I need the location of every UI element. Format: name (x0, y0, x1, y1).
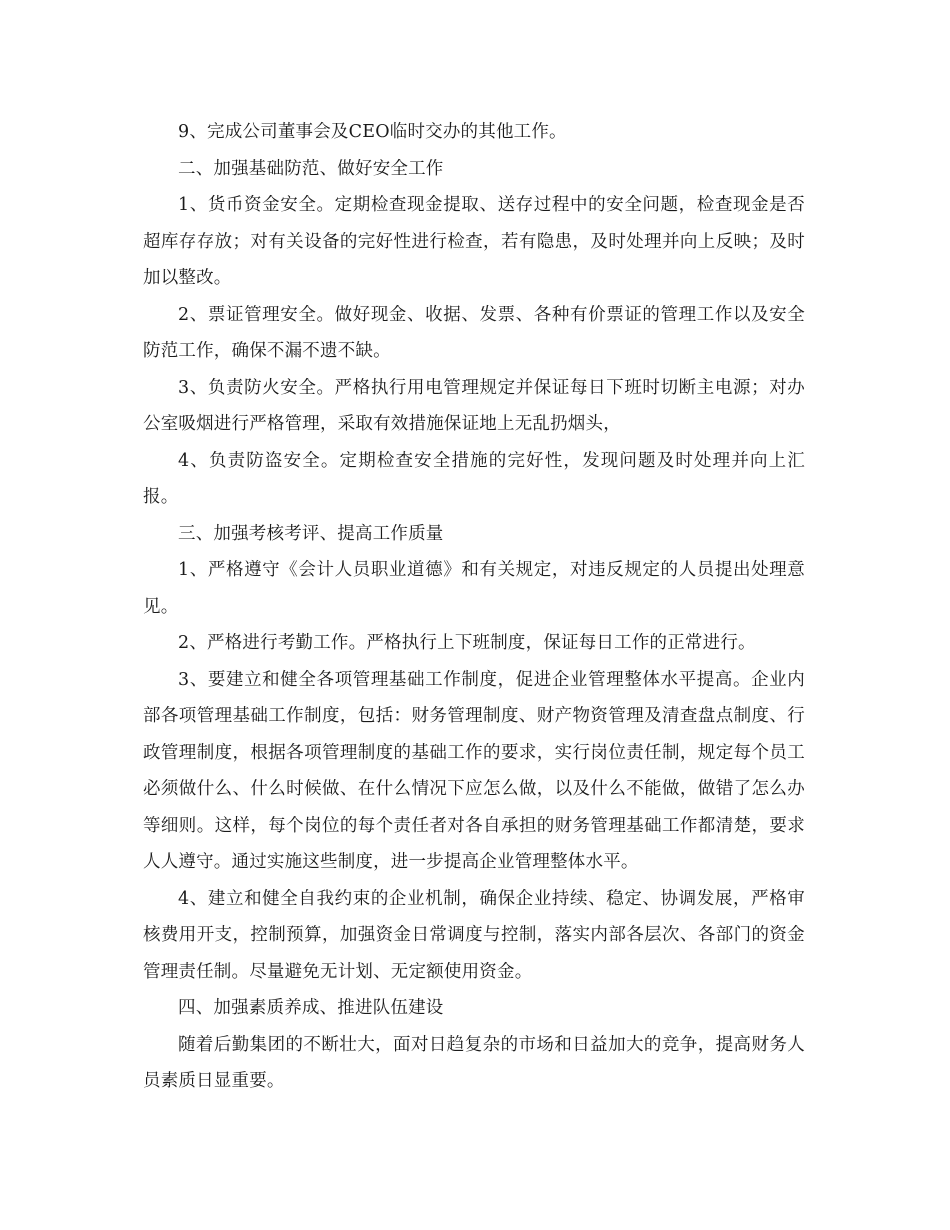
document-body (143, 114, 805, 1100)
section-heading-3: 三、加强考核考评、提高工作质量 (178, 523, 444, 544)
section-heading-2: 二、加强基础防范、做好安全工作 (178, 158, 444, 179)
paragraph-attendance: 2、严格进行考勤工作。严格执行上下班制度，保证每日工作的正常进行。 (178, 633, 756, 653)
paragraph-staff-quality: 随着后勤集团的不断壮大，面对日趋复杂的市场和日益加大的竞争，提高财务人员素质日显重要。 (143, 1034, 805, 1091)
paragraph-ethics: 1、严格遵守《会计人员职业道德》和有关规定，对违反规定的人员提出处理意见。 (143, 560, 805, 617)
section-heading-4: 四、加强素质养成、推进队伍建设 (178, 998, 444, 1018)
paragraph-cash-safety: 1、货币资金安全。定期检查现金提取、送存过程中的安全问题，检查现金是否超库存存放；对有关设备的完好性进行检查，若有隐患，及时处理并向上反映；及时加以整改。 (143, 195, 805, 288)
paragraph-voucher-safety: 2、票证管理安全。做好现金、收据、发票、各种有价票证的管理工作以及安全防范工作，确保不漏不遗不缺。 (143, 304, 805, 361)
paragraph-fire-safety: 3、负责防火安全。严格执行用电管理规定并保证每日下班时切断主电源；对办公室吸烟进行严格管理，采取有效措施保证地上无乱扔烟头， (143, 377, 805, 434)
paragraph-self-discipline: 4、建立和健全自我约束的企业机制，确保企业持续、稳定、协调发展，严格审核费用开支，控制预算，加强资金日常调度与控制，落实内部各层次、各部门的资金管理责任制。尽量避免无计划、无定额使用资金。 (143, 888, 805, 982)
paragraph-theft-safety: 4、负责防盗安全。定期检查安全措施的完好性，发现问题及时处理并向上汇报。 (143, 450, 805, 507)
paragraph-management-system: 3、要建立和健全各项管理基础工作制度，促进企业管理整体水平提高。企业内部各项管理基础工作制度，包括：财务管理制度、财产物资管理及清查盘点制度、行政管理制度，根据各项管理制度的基础工作的要求，实行岗位责任制，规定每个员工必须做什么、什么时候做、在什么情况下应怎么做，以及什么不能做，做错了怎么办等细则。这样，每个岗位的每个责任者对各自承担的财务管理基础工作都清楚，要求人人遵守。通过实施这些制度，进一步提高企业管理整体水平。 (143, 669, 805, 872)
paragraph-task-9: 9、完成公司董事会及CEO临时交办的其他工作。 (178, 122, 567, 142)
